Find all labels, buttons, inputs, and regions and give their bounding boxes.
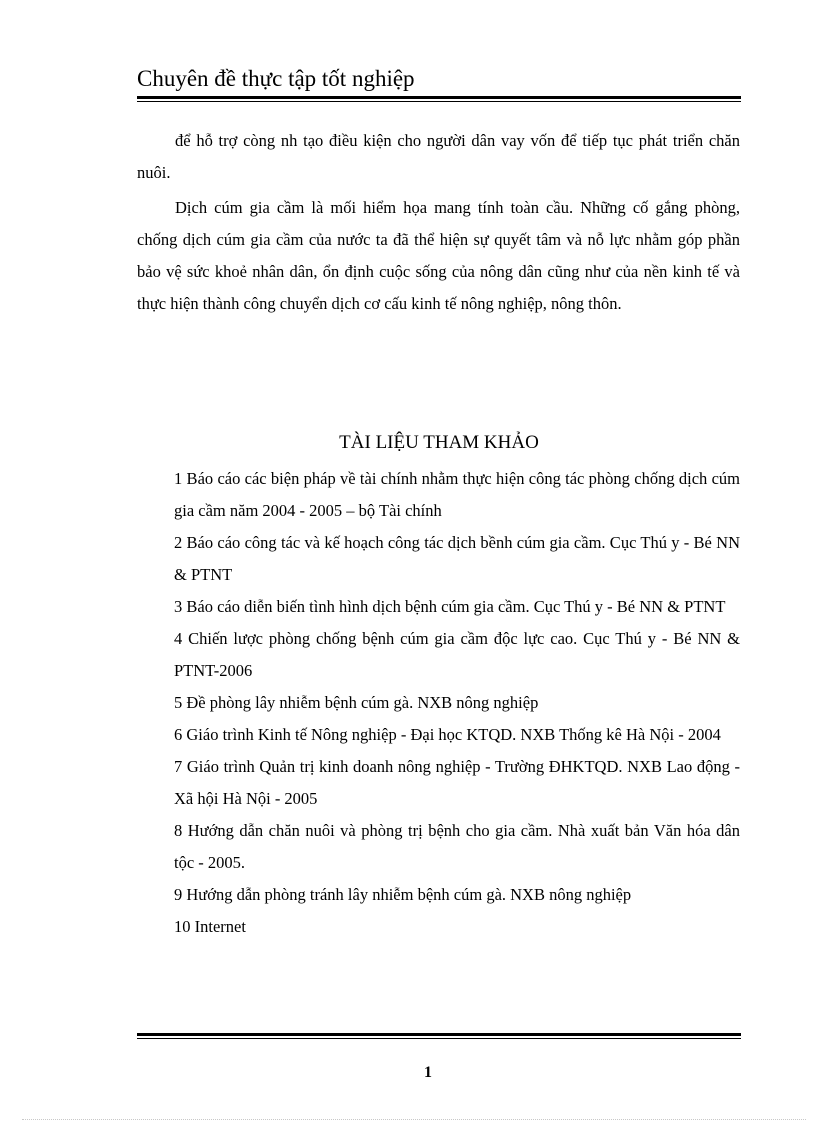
references-list <box>174 463 740 943</box>
page-number: 1 <box>424 1064 432 1081</box>
footer-divider <box>137 1033 741 1039</box>
reference-item: 9 Hướng dẫn phòng tránh lây nhiễm bệnh cúm gà. NXB nông nghiệp <box>174 885 632 904</box>
reference-item: 1 Báo cáo các biện pháp về tài chính nhằm thực hiện công tác phòng chống dịch cúm gia cầm năm 2004 - 2005 – bộ Tài chính <box>174 469 740 520</box>
running-header-title: Chuyên đề thực tập tốt nghiệp <box>137 66 415 91</box>
reference-item: 6 Giáo trình Kinh tế Nông nghiệp - Đại học KTQD. NXB Thống kê Hà Nội - 2004 <box>174 725 721 744</box>
reference-item: 10 Internet <box>174 917 246 936</box>
reference-item: 5 Đề phòng lây nhiễm bệnh cúm gà. NXB nông nghiệp <box>174 693 539 712</box>
reference-item: 3 Báo cáo diễn biến tình hình dịch bệnh cúm gia cầm. Cục Thú y - Bé NN & PTNT <box>174 597 726 616</box>
reference-item: 7 Giáo trình Quản trị kinh doanh nông nghiệp - Trường ĐHKTQD. NXB Lao động - Xã hội Hà Nội - 2005 <box>174 757 740 808</box>
reference-item: 2 Báo cáo công tác và kế hoạch công tác dịch bềnh cúm gia cầm. Cục Thú y - Bé NN & PTNT <box>174 533 740 584</box>
reference-item: 8 Hướng dẫn chăn nuôi và phòng trị bệnh cho gia cầm. Nhà xuất bản Văn hóa dân tộc - 2005. <box>174 821 740 872</box>
header-divider <box>137 96 741 102</box>
body-paragraph: để hỗ trợ còng nh tạo điều kiện cho người dân vay vốn để tiếp tục phát triển chăn nuôi. <box>137 131 740 182</box>
page-bottom-border <box>22 1119 806 1120</box>
body-text <box>137 125 740 323</box>
references-heading: TÀI LIỆU THAM KHẢO <box>339 432 539 453</box>
reference-item: 4 Chiến lược phòng chống bệnh cúm gia cầm độc lực cao. Cục Thú y - Bé NN & PTNT-2006 <box>174 629 740 680</box>
body-paragraph: Dịch cúm gia cầm là mối hiểm họa mang tính toàn cầu. Những cố gắng phòng, chống dịch cúm gia cầm của nước ta đã thể hiện sự quyết tâm và nỗ lực nhằm góp phần bảo vệ sức khoẻ nhân dân, ổn định cuộc sống của nông dân cũng như của nền kinh tế và thực hiện thành công chuyển dịch cơ cấu kinh tế nông nghiệp, nông thôn. <box>137 198 740 313</box>
